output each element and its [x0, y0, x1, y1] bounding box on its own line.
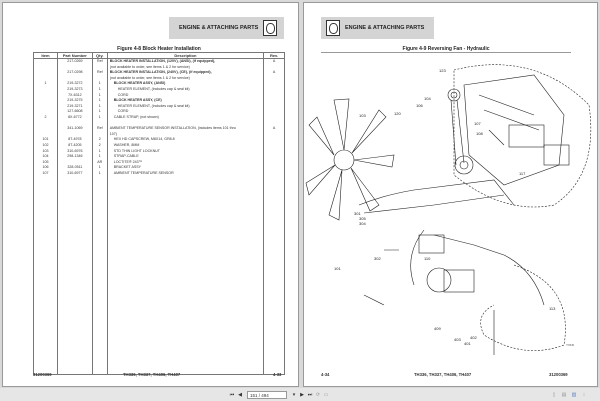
cell-part: 8X-6772	[57, 115, 92, 121]
next-page-button[interactable]: ▶	[300, 391, 304, 398]
description: STRAP-CABLE	[113, 154, 139, 159]
left-page	[2, 2, 299, 387]
description: CABLE STRAP, (not shown)	[113, 114, 159, 119]
column-header: Description	[107, 53, 263, 59]
cell-qty: 2	[92, 143, 107, 149]
cell-rev: A	[264, 59, 285, 71]
page-dropdown[interactable]: ▾	[292, 391, 296, 398]
right-page	[303, 2, 598, 387]
description: HEX HD CAPSCREW, M8X14, GR8.8	[113, 137, 175, 142]
engine-icon	[326, 20, 340, 36]
cell-desc	[107, 126, 263, 137]
cell-part: 298-1346	[57, 154, 92, 160]
callout-label: 402	[470, 335, 477, 340]
drawing-id: YVFD	[566, 343, 575, 347]
cell-item: 1	[34, 81, 58, 87]
callout-label: 302	[374, 256, 381, 261]
single-page-view-icon[interactable]: ▯	[552, 391, 556, 398]
section-title: ENGINE & ATTACHING PARTS	[179, 25, 259, 31]
description-note: 107)	[109, 131, 117, 136]
cell-part: 8T-4205	[57, 143, 92, 149]
callout-label: 403	[454, 337, 461, 342]
last-page-button[interactable]: ⏭	[307, 391, 313, 398]
description: CORD	[117, 92, 129, 97]
description: BRACKET ASSY	[113, 165, 142, 170]
cell-part: 310-6976	[57, 149, 92, 155]
fan-drawing	[306, 99, 394, 220]
footer-doc: 31200369	[33, 372, 52, 377]
column-header: Item	[34, 53, 58, 59]
cell-qty: Ref	[92, 126, 107, 137]
footer-page: 4-33	[273, 372, 282, 377]
continuous-view-icon[interactable]: ▤	[561, 391, 567, 398]
cell-part: 219-3273	[57, 87, 92, 93]
cell-qty: 1	[92, 154, 107, 160]
callout-label: 401	[464, 341, 471, 346]
callout-label: 106	[416, 103, 423, 108]
cell-desc	[107, 70, 263, 81]
footer-models: TH336, TH337, TH406, TH407	[123, 372, 181, 377]
callout-label: 108	[476, 131, 483, 136]
cell-part: 219-3272	[57, 81, 92, 87]
prev-page-button[interactable]: ◀	[238, 391, 242, 398]
column-header: Part Number	[57, 53, 92, 59]
callout-label: 301	[354, 211, 361, 216]
cell-part: 328-0511	[57, 165, 92, 171]
description: BLOCK HEATER ASSY, (ANSI)	[113, 81, 166, 86]
description: HEATER ELEMENT, (includes cap & seal kit)	[117, 103, 190, 108]
cell-qty: Ref	[92, 70, 107, 81]
table-row	[34, 70, 285, 81]
callout-label: 113	[549, 306, 556, 311]
rotate-icon[interactable]: ⟳	[315, 391, 321, 398]
title-rule	[321, 52, 571, 53]
cell-part: 127-6608	[57, 109, 92, 115]
cell-item: 107	[34, 171, 58, 177]
description: WASHER, 8MM	[113, 142, 140, 147]
scroll-view-icon[interactable]: ↕	[582, 391, 586, 398]
callout-label: 117	[519, 171, 526, 176]
page-number-input[interactable]: 151 / 494	[247, 391, 287, 399]
column-header: Rev.	[264, 53, 285, 59]
cell-item: 102	[34, 143, 58, 149]
cell-rev: A	[264, 126, 285, 137]
cell-desc	[107, 59, 263, 71]
cell-part: 217-0298	[57, 70, 92, 81]
description-note: (not available to order, see items 1 & 2 for service)	[109, 64, 190, 69]
cell-part: 219-3271	[57, 104, 92, 110]
description: HEATER ELEMENT, (includes cap & seal kit)	[117, 86, 190, 91]
reversing-fan-diagram	[304, 55, 599, 367]
cell-qty: 1	[92, 104, 107, 110]
description: AMBIENT TEMPERATURE SENSOR INSTALLATION, (includes items 101 thru	[109, 126, 236, 131]
parts-table	[33, 52, 285, 375]
callout-label: 304	[359, 221, 366, 226]
callout-label: 409	[434, 326, 441, 331]
cell-item: 105	[34, 160, 58, 166]
callout-label: 103	[359, 113, 366, 118]
cell-part: 8T-4978	[57, 137, 92, 143]
cell-item	[34, 70, 58, 81]
callout-label: 120	[394, 111, 401, 116]
cell-part: 217-0269	[57, 59, 92, 71]
callout-label: 107	[474, 121, 481, 126]
cell-item	[34, 59, 58, 71]
cell-qty: Ref	[92, 59, 107, 71]
column-header: Qty.	[92, 53, 107, 59]
callout-label: 110	[424, 256, 431, 261]
cell-qty: 1	[92, 149, 107, 155]
cell-qty: 1	[92, 109, 107, 115]
cell-qty: 1	[92, 81, 107, 87]
cell-rev: A	[264, 70, 285, 81]
cell-part: 341-1069	[57, 126, 92, 137]
description: CORD	[117, 109, 129, 114]
cell-item: 103	[34, 149, 58, 155]
cell-item	[34, 126, 58, 137]
cell-item: 106	[34, 165, 58, 171]
cell-item: 104	[34, 154, 58, 160]
section-header	[321, 17, 434, 39]
hydraulic-lines	[359, 180, 565, 355]
description: LOCTITE® 243™	[113, 159, 143, 164]
cell-item: 2	[34, 115, 58, 121]
figure-title: Figure 4-9 Reversing Fan - Hydraulic	[402, 46, 490, 52]
cell-qty: 1	[92, 87, 107, 93]
fit-page-icon[interactable]: ▭	[323, 391, 329, 398]
engine-drawing	[448, 75, 569, 185]
cell-qty: AR	[92, 160, 107, 166]
callout-label: 305	[359, 216, 366, 221]
description: BLOCK HEATER ASSY, (CE)	[113, 98, 162, 103]
description-note: (not available to order, see items 1 & 2 for service)	[109, 75, 190, 80]
table-row	[34, 126, 285, 137]
cell-qty: 1	[92, 165, 107, 171]
cell-qty: 1	[92, 98, 107, 104]
description: BLOCK HEATER INSTALLATION, (240V), (CE), (if equipped),	[109, 70, 212, 75]
cell-item: 101	[34, 137, 58, 143]
two-page-view-icon[interactable]: ▥	[571, 391, 577, 398]
cell-part: 310-6977	[57, 171, 92, 177]
cell-part: 219-3275	[57, 98, 92, 104]
first-page-button[interactable]: ⏮	[229, 391, 235, 398]
figure-title: Figure 4-8 Block Heater Installation	[117, 46, 201, 52]
viewer-toolbar	[0, 388, 600, 401]
callout-label: 104	[424, 96, 431, 101]
description: AMBIENT TEMPERATURE SENSOR	[113, 170, 174, 175]
description: STD THIN LIGHT LOCKNUT	[113, 148, 160, 153]
engine-icon	[263, 20, 277, 36]
table-row	[34, 59, 285, 71]
description: BLOCK HEATER INSTALLATION, (120V), (ANSI), (if equipped),	[109, 59, 216, 63]
cell-qty: 1	[92, 93, 107, 99]
section-title: ENGINE & ATTACHING PARTS	[345, 25, 425, 31]
cell-qty: 1	[92, 171, 107, 177]
cell-qty: 1	[92, 115, 107, 121]
footer-page: 4-34	[321, 372, 330, 377]
cell-qty: 2	[92, 137, 107, 143]
callout-label: 123	[439, 68, 446, 73]
cell-part: 7X-6312	[57, 93, 92, 99]
footer-models: TH336, TH337, TH406, TH407	[414, 372, 472, 377]
section-header	[169, 17, 284, 39]
footer-doc: 31200369	[549, 372, 568, 377]
callout-label: 101	[334, 266, 341, 271]
